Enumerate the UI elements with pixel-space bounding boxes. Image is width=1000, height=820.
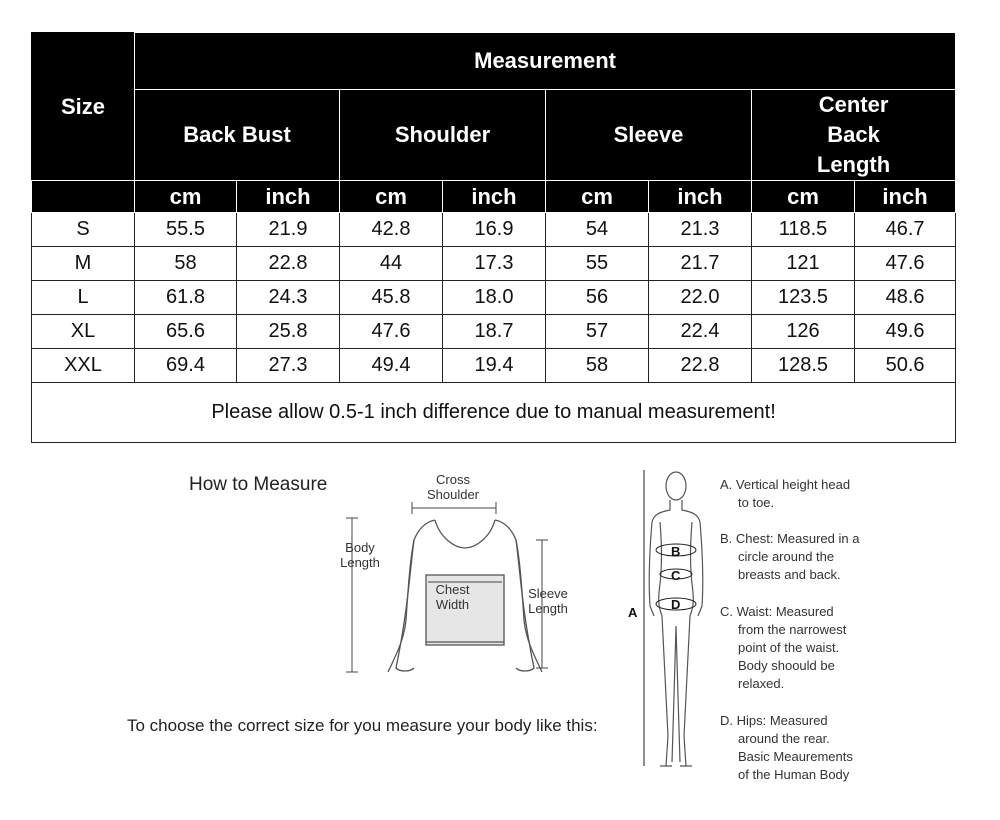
legend-item-b [720,530,890,584]
cross-shoulder-line-1: Cross [436,472,470,487]
value-cell: 69.4 [135,349,237,383]
size-cell: L [32,281,135,315]
size-cell: XL [32,315,135,349]
value-cell: 42.8 [340,213,443,247]
how-to-measure-section [0,440,1000,820]
legend-c-line-3: point of the waist. [738,640,840,655]
legend-b-line-1: B. Chest: Measured in a [720,531,860,546]
body-length-line-1: Body [345,540,375,555]
value-cell: 58 [135,247,237,281]
legend-d-line-3: Basic Meaurements [738,749,853,764]
value-cell: 25.8 [237,315,340,349]
value-cell: 21.7 [649,247,752,281]
value-cell: 18.7 [443,315,546,349]
note-row [32,383,956,443]
sleeve-length-line-1: Sleeve [528,586,568,601]
value-cell: 22.4 [649,315,752,349]
marker-d: D [671,597,681,612]
sleeve-length-line-2: Length [528,601,568,616]
table-row [32,281,956,315]
value-cell: 118.5 [752,213,855,247]
legend-d-line-4: of the Human Body [738,767,850,782]
sleeve-length-label [518,586,578,616]
unit-header: cm [135,181,237,213]
value-cell: 123.5 [752,281,855,315]
sweater-diagram-illustration [330,480,580,680]
value-cell: 21.9 [237,213,340,247]
human-body-figure [636,466,716,786]
body-length-line-2: Length [340,555,380,570]
legend-c-line-4: Body shoould be [738,658,835,673]
size-header: Size [32,33,135,181]
body-length-label [330,540,390,570]
group-header-back-bust: Back Bust [135,90,340,181]
value-cell: 49.4 [340,349,443,383]
unit-header: inch [649,181,752,213]
marker-c: C [671,568,681,583]
table-row [32,213,956,247]
value-cell: 21.3 [649,213,752,247]
size-header-cell [32,181,135,213]
value-cell: 55.5 [135,213,237,247]
chest-width-line-1: Chest [435,582,470,597]
center-back-length-label: Center Back Length [816,92,891,177]
group-header-center-back-length [752,90,956,181]
value-cell: 56 [546,281,649,315]
legend-item-a [720,476,890,512]
table-row [32,315,956,349]
unit-header: cm [340,181,443,213]
value-cell: 49.6 [855,315,956,349]
legend-item-c [720,603,890,693]
value-cell: 47.6 [855,247,956,281]
value-cell: 22.0 [649,281,752,315]
value-cell: 22.8 [237,247,340,281]
legend-d-line-2: around the rear. [738,731,830,746]
value-cell: 19.4 [443,349,546,383]
legend-d-line-1: D. Hips: Measured [720,713,828,728]
value-cell: 16.9 [443,213,546,247]
cross-shoulder-line-2: Shoulder [426,487,480,502]
size-cell: M [32,247,135,281]
cross-shoulder-label [418,472,488,502]
value-cell: 58 [546,349,649,383]
value-cell: 44 [340,247,443,281]
value-cell: 61.8 [135,281,237,315]
unit-header: cm [752,181,855,213]
value-cell: 48.6 [855,281,956,315]
measurement-note: Please allow 0.5-1 inch difference due to manual measurement! [32,383,956,443]
size-cell: XXL [32,349,135,383]
legend-b-line-2: circle around the [738,549,835,564]
chest-width-line-2: Width [435,597,470,612]
table-row [32,247,956,281]
chest-width-label [425,582,480,612]
legend-b-line-3: breasts and back. [738,567,841,582]
value-cell: 57 [546,315,649,349]
value-cell: 18.0 [443,281,546,315]
unit-header: cm [546,181,649,213]
table-row [32,349,956,383]
group-header-sleeve: Sleeve [546,90,752,181]
value-cell: 17.3 [443,247,546,281]
how-to-measure-title: How to Measure [189,474,328,495]
size-chart-table [31,32,956,443]
value-cell: 50.6 [855,349,956,383]
instruction-text: To choose the correct size for you measure your body like this: [127,716,598,735]
value-cell: 47.6 [340,315,443,349]
value-cell: 22.8 [649,349,752,383]
legend-a-line-1: A. Vertical height head [720,477,851,492]
value-cell: 126 [752,315,855,349]
size-cell: S [32,213,135,247]
value-cell: 46.7 [855,213,956,247]
value-cell: 27.3 [237,349,340,383]
legend-item-d [720,712,890,784]
marker-b: B [671,544,681,559]
value-cell: 24.3 [237,281,340,315]
value-cell: 65.6 [135,315,237,349]
unit-header: inch [855,181,956,213]
measurement-header: Measurement [135,33,956,90]
value-cell: 54 [546,213,649,247]
unit-header: inch [443,181,546,213]
legend-c-line-1: C. Waist: Measured [720,604,834,619]
legend-a-line-2: to toe. [738,495,775,510]
group-header-shoulder: Shoulder [340,90,546,181]
legend-c-line-5: relaxed. [738,676,785,691]
legend-c-line-2: from the narrowest [738,622,847,637]
value-cell: 128.5 [752,349,855,383]
value-cell: 55 [546,247,649,281]
value-cell: 121 [752,247,855,281]
unit-header: inch [237,181,340,213]
marker-a: A [628,605,638,620]
value-cell: 45.8 [340,281,443,315]
